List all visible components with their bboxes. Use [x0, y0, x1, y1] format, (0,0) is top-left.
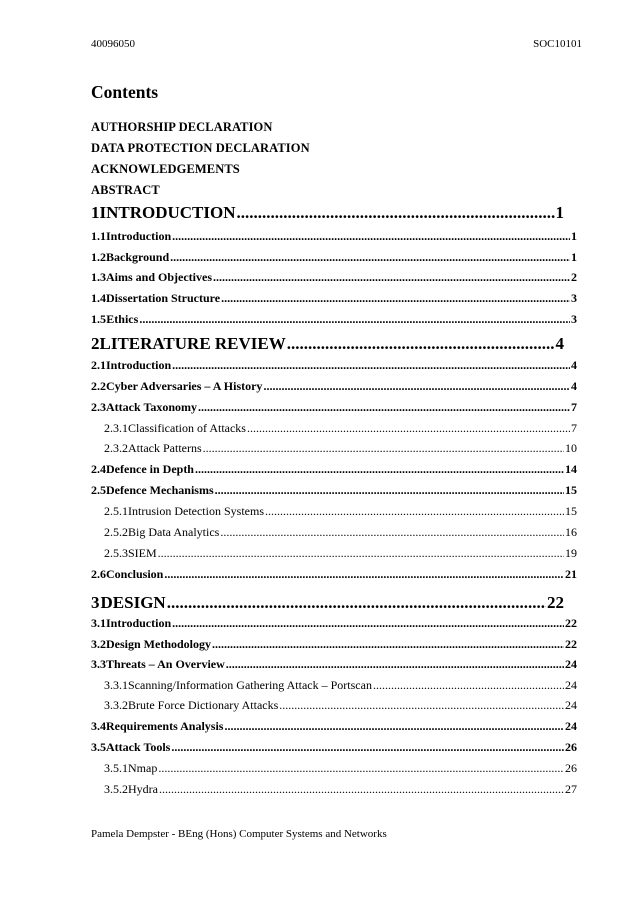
decl-authorship[interactable]: AUTHORSHIP DECLARATION — [91, 120, 273, 134]
toc-entry-number: 1 — [91, 203, 100, 222]
toc-entry-number: 2.5.2 — [104, 525, 128, 539]
toc-entry-number: 2.3.1 — [104, 421, 128, 435]
header-doc-id: 40096050 — [91, 38, 135, 50]
toc-entry-number: 2 — [91, 334, 100, 353]
toc-entry-1-5[interactable] — [91, 312, 577, 327]
toc-entry-label: Nmap — [128, 761, 158, 775]
toc-entry-2[interactable] — [91, 334, 564, 354]
toc-entry-label: Design Methodology — [106, 637, 211, 651]
toc-leader-dots — [170, 250, 570, 265]
toc-entry-page: 21 — [565, 567, 577, 581]
toc-leader-dots — [287, 334, 555, 354]
header-module-code: SOC10101 — [533, 38, 582, 50]
toc-entry-label: Dissertation Structure — [106, 291, 221, 305]
toc-entry-page: 22 — [565, 616, 577, 630]
toc-entry-page: 22 — [565, 637, 577, 651]
toc-entry-label: Hydra — [128, 782, 158, 796]
toc-leader-dots — [220, 525, 564, 540]
toc-leader-dots — [159, 782, 564, 797]
toc-leader-dots — [247, 421, 570, 436]
toc-leader-dots — [198, 400, 570, 415]
toc-entry-page: 26 — [565, 740, 577, 754]
toc-leader-dots — [158, 546, 564, 561]
toc-leader-dots — [167, 593, 546, 613]
toc-leader-dots — [172, 616, 564, 631]
toc-entry-page: 27 — [565, 782, 577, 796]
toc-entry-page: 7 — [571, 400, 577, 414]
toc-entry-page: 15 — [565, 483, 577, 497]
toc-entry-label: Big Data Analytics — [128, 525, 220, 539]
toc-entry-number: 1.3 — [91, 270, 106, 284]
toc-entry-label: Defence in Depth — [106, 462, 194, 476]
toc-entry-number: 1.4 — [91, 291, 106, 305]
toc-leader-dots — [263, 379, 570, 394]
toc-leader-dots — [172, 358, 570, 373]
toc-entry-number: 2.5.3 — [104, 546, 128, 560]
toc-entry-1-3[interactable] — [91, 270, 577, 285]
toc-entry-page: 19 — [565, 546, 577, 560]
toc-entry-number: 3.2 — [91, 637, 106, 651]
toc-entry-2-1[interactable] — [91, 358, 577, 373]
toc-entry-page: 1 — [555, 203, 564, 222]
toc-entry-3-1[interactable] — [91, 616, 577, 631]
toc-entry-label: INTRODUCTION — [99, 203, 236, 222]
toc-entry-label: Intrusion Detection Systems — [128, 504, 264, 518]
toc-entry-2-2[interactable] — [91, 379, 577, 394]
toc-entry-2-5-1[interactable] — [104, 504, 577, 519]
toc-entry-label: Defence Mechanisms — [106, 483, 214, 497]
toc-entry-page: 26 — [565, 761, 577, 775]
toc-entry-label: Ethics — [106, 312, 139, 326]
toc-entry-number: 2.4 — [91, 462, 106, 476]
toc-entry-2-3-1[interactable] — [104, 421, 577, 436]
toc-entry-1-1[interactable] — [91, 229, 577, 244]
toc-entry-number: 3.3 — [91, 657, 106, 671]
toc-entry-2-4[interactable] — [91, 462, 577, 477]
toc-entry-page: 14 — [565, 462, 577, 476]
toc-leader-dots — [224, 719, 564, 734]
toc-entry-page: 2 — [571, 270, 577, 284]
toc-entry-page: 10 — [565, 441, 577, 455]
toc-entry-label: Introduction — [106, 229, 172, 243]
toc-leader-dots — [203, 441, 564, 456]
toc-entry-page: 1 — [571, 229, 577, 243]
toc-entry-label: Introduction — [106, 358, 172, 372]
toc-entry-page: 4 — [571, 358, 577, 372]
toc-entry-label: Requirements Analysis — [106, 719, 224, 733]
toc-entry-3-5[interactable] — [91, 740, 577, 755]
toc-leader-dots — [213, 270, 570, 285]
toc-entry-page: 3 — [571, 312, 577, 326]
toc-entry-2-5[interactable] — [91, 483, 577, 498]
toc-entry-page: 16 — [565, 525, 577, 539]
toc-entry-3-5-1[interactable] — [104, 761, 577, 776]
toc-entry-number: 1.2 — [91, 250, 106, 264]
toc-entry-label: Background — [106, 250, 170, 264]
toc-leader-dots — [158, 761, 564, 776]
toc-entry-label: Threats – An Overview — [106, 657, 225, 671]
toc-entry-label: Classification of Attacks — [128, 421, 246, 435]
toc-entry-label: Attack Taxonomy — [106, 400, 198, 414]
toc-leader-dots — [265, 504, 564, 519]
toc-entry-number: 2.3.2 — [104, 441, 128, 455]
toc-entry-3-3-2[interactable] — [104, 698, 577, 713]
toc-entry-3[interactable] — [91, 593, 564, 613]
toc-entry-page: 24 — [565, 698, 577, 712]
page-footer: Pamela Dempster - BEng (Hons) Computer Systems and Networks — [91, 828, 387, 840]
toc-entry-1[interactable] — [91, 203, 564, 223]
toc-entry-1-4[interactable] — [91, 291, 577, 306]
decl-data-protection[interactable]: DATA PROTECTION DECLARATION — [91, 141, 310, 155]
toc-entry-label: Scanning/Information Gathering Attack – Portscan — [128, 678, 372, 692]
toc-leader-dots — [279, 698, 564, 713]
toc-entry-label: Brute Force Dictionary Attacks — [128, 698, 279, 712]
toc-entry-label: Conclusion — [106, 567, 164, 581]
toc-entry-number: 2.5 — [91, 483, 106, 497]
toc-leader-dots — [237, 203, 555, 223]
toc-entry-label: Attack Patterns — [128, 441, 202, 455]
toc-entry-number: 3.5.2 — [104, 782, 128, 796]
toc-entry-number: 3.1 — [91, 616, 106, 630]
toc-leader-dots — [215, 483, 564, 498]
toc-entry-page: 22 — [547, 593, 564, 612]
decl-abstract[interactable]: ABSTRACT — [91, 183, 160, 197]
toc-entry-number: 3.3.2 — [104, 698, 128, 712]
toc-entry-page: 24 — [565, 657, 577, 671]
toc-entry-number: 2.1 — [91, 358, 106, 372]
toc-leader-dots — [195, 462, 564, 477]
toc-entry-2-3-2[interactable] — [104, 441, 577, 456]
toc-leader-dots — [226, 657, 564, 672]
toc-entry-3-4[interactable] — [91, 719, 577, 734]
toc-entry-page: 3 — [571, 291, 577, 305]
toc-entry-label: DESIGN — [100, 593, 166, 612]
toc-entry-label: Cyber Adversaries – A History — [106, 379, 263, 393]
toc-leader-dots — [373, 678, 564, 693]
toc-entry-2-5-2[interactable] — [104, 525, 577, 540]
toc-entry-label: LITERATURE REVIEW — [99, 334, 286, 353]
toc-entry-number: 3 — [91, 593, 100, 612]
toc-entry-number: 3.3.1 — [104, 678, 128, 692]
toc-entry-label: SIEM — [128, 546, 157, 560]
toc-entry-number: 2.2 — [91, 379, 106, 393]
toc-leader-dots — [221, 291, 570, 306]
toc-entry-2-3[interactable] — [91, 400, 577, 415]
toc-entry-label: Attack Tools — [106, 740, 171, 754]
toc-leader-dots — [172, 229, 570, 244]
toc-entry-number: 3.5.1 — [104, 761, 128, 775]
toc-entry-page: 4 — [571, 379, 577, 393]
toc-entry-3-5-2[interactable] — [104, 782, 577, 797]
toc-entry-number: 1.1 — [91, 229, 106, 243]
page-title: Contents — [91, 82, 159, 102]
toc-entry-2-6[interactable] — [91, 567, 577, 582]
toc-entry-number: 3.4 — [91, 719, 106, 733]
toc-entry-number: 2.5.1 — [104, 504, 128, 518]
toc-entry-1-2[interactable] — [91, 250, 577, 265]
toc-entry-number: 2.6 — [91, 567, 106, 581]
toc-leader-dots — [164, 567, 564, 582]
toc-entry-page: 24 — [565, 678, 577, 692]
toc-entry-page: 4 — [555, 334, 564, 353]
toc-entry-number: 3.5 — [91, 740, 106, 754]
toc-entry-label: Aims and Objectives — [106, 270, 212, 284]
toc-entry-page: 24 — [565, 719, 577, 733]
toc-entry-page: 15 — [565, 504, 577, 518]
toc-entry-number: 2.3 — [91, 400, 106, 414]
decl-acknowledgements[interactable]: ACKNOWLEDGEMENTS — [91, 162, 240, 176]
toc-leader-dots — [171, 740, 564, 755]
toc-leader-dots — [212, 637, 564, 652]
toc-entry-label: Introduction — [106, 616, 172, 630]
toc-entry-page: 1 — [571, 250, 577, 264]
toc-leader-dots — [139, 312, 570, 327]
toc-entry-3-3-1[interactable] — [104, 678, 577, 693]
toc-entry-page: 7 — [571, 421, 577, 435]
toc-entry-3-2[interactable] — [91, 637, 577, 652]
toc-entry-3-3[interactable] — [91, 657, 577, 672]
toc-entry-2-5-3[interactable] — [104, 546, 577, 561]
toc-entry-number: 1.5 — [91, 312, 106, 326]
